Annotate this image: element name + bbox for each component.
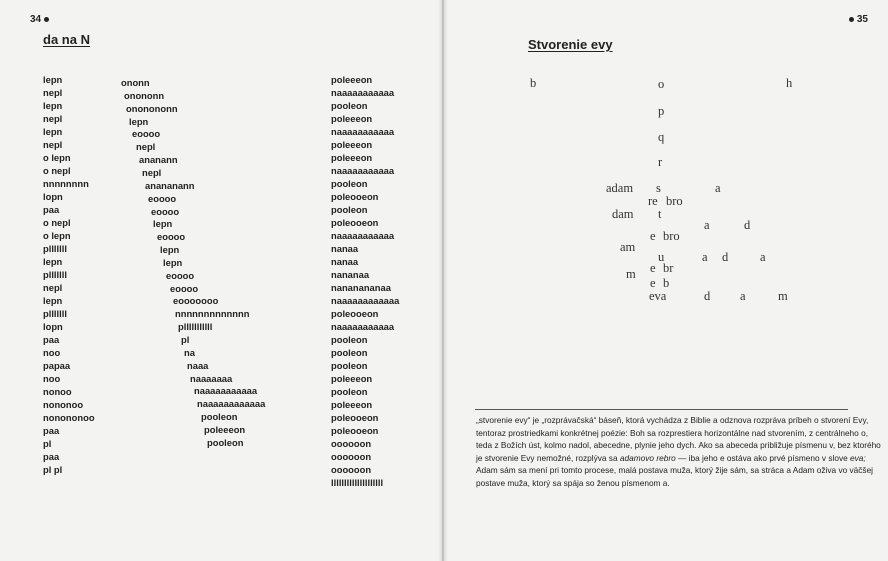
poem-line: pooleon (331, 347, 368, 358)
poem-line: o lepn (43, 230, 71, 241)
poem-word: a (702, 250, 708, 264)
poem-line: poleeeon (331, 74, 373, 85)
poem-line: lepn (43, 74, 63, 85)
poem-line: plllllllllll (178, 321, 213, 333)
poem-column-1 (43, 73, 95, 476)
poem-word: e (650, 261, 656, 275)
poem-line: eooooooo (173, 295, 219, 307)
poem-line: nonononoo (43, 412, 95, 423)
note-line: teda z Božích úst, kolmo nadol, abecedne, plynie jeho dych. Ako sa abeceda približuje písmenu v, bez ktorého (476, 440, 881, 451)
note-line: Adam sám sa mení pri tomto procese, malá postava muža, ktorý žije sám, sa stráca a Adam oživa vo väčšej (476, 465, 874, 476)
poem-line: poleeeon (204, 423, 246, 435)
poem-word: t (658, 207, 662, 221)
note-emphasis: adamovo rebro (619, 452, 676, 463)
book-gutter (438, 0, 448, 561)
poem-line: nananaa (331, 269, 370, 280)
poem-word: bro (666, 194, 683, 208)
poem-line: nepl (43, 282, 63, 293)
note-text: — iba jeho e ostáva ako prvé písmeno v slove (675, 452, 851, 463)
concrete-poem (444, 0, 888, 400)
poem-word: e (650, 229, 656, 243)
poem-line: oooooon (331, 464, 372, 475)
poem-line: pooleon (331, 178, 368, 189)
poem-line: lepn (163, 256, 183, 268)
poem-word: b (663, 276, 670, 290)
poem-line: paa (43, 334, 60, 345)
poem-line: lepn (129, 115, 149, 127)
note-line: „stvorenie evy“ je „rozprávačská“ báseň, ktorá vychádza z Biblie a odznova rozpráva príbeh o stvorení Evy, (476, 415, 869, 425)
poem-line: pooleon (331, 386, 368, 397)
poem-line: nepl (43, 87, 63, 98)
note-line (476, 452, 866, 465)
poem-line: poleeeon (331, 113, 373, 124)
poem-line: nonoo (43, 386, 72, 397)
note-emphasis: eva; (850, 452, 866, 463)
poem-line: nepl (136, 141, 156, 153)
poem-line: eoooo (157, 231, 186, 243)
poem-line: nanaa (331, 256, 359, 267)
left-page-number-text: 34 (30, 14, 42, 25)
poem-line: nnnnnnnnnnnnn (175, 308, 250, 320)
poem-line: naaaaaaaaaaa (194, 385, 258, 397)
poem-line: poleeeon (331, 373, 373, 384)
poem-line: pooleon (331, 360, 368, 371)
poem-line: anananann (145, 179, 195, 191)
poem-word: a (760, 250, 766, 264)
poem-word: o (658, 77, 665, 91)
poem-line: naaaaaaaaaaa (331, 321, 395, 332)
poem-line: noo (43, 347, 61, 358)
note-text: je stvorenie Evy nemožné, rozplýva sa (476, 452, 620, 463)
poem-line: eoooo (166, 269, 195, 281)
poem-line: plllllll (43, 308, 67, 319)
poem-line: papaa (43, 360, 71, 371)
poem-line: o nepl (43, 165, 71, 176)
note-line: tentoraz prostriedkami konkrétnej poézie: Boh sa rozprestiera horizontálne nad stvorením, z centrálneho o, (476, 427, 869, 438)
poem-line: o nepl (43, 217, 71, 228)
poem-line: poleooeon (331, 412, 379, 423)
poem-line: nepl (142, 166, 162, 178)
poem-line: nananananaa (331, 282, 391, 293)
poem-line: naaa (187, 359, 209, 371)
poem-line: pl pl (43, 464, 63, 475)
poem-word: p (658, 104, 665, 118)
poem-line: nnnnnnnn (43, 178, 89, 189)
poem-line: poleooeon (331, 425, 379, 436)
poem-line: pooleon (331, 100, 368, 111)
poem-word: a (704, 218, 710, 232)
poem-word: adam (606, 181, 634, 195)
poem-word: b (530, 76, 537, 90)
right-page-title: Stvorenie evy (528, 37, 613, 52)
poem-line: paa (43, 204, 60, 215)
poem-line: oooooon (331, 438, 372, 449)
poem-line: lepn (43, 256, 63, 267)
poem-line: naaaaaaaaaaa (331, 126, 395, 137)
poem-line: plllllll (43, 269, 67, 280)
poem-line: lopn (43, 321, 63, 332)
poem-line: ononononn (126, 102, 178, 114)
poem-line: naaaaaaaaaaa (331, 87, 395, 98)
poem-line: na (184, 346, 195, 358)
note-divider (475, 409, 848, 410)
poem-line: nanaa (331, 243, 359, 254)
poem-word: d (744, 218, 751, 232)
poem-line: pooleon (331, 334, 368, 345)
poem-line: ononn (121, 77, 150, 88)
poem-line: naaaaaaaaaaa (331, 165, 395, 176)
poem-line: poleeeon (331, 139, 373, 150)
poem-word: d (704, 289, 711, 303)
poem-word: br (663, 261, 674, 275)
poem-line: o lepn (43, 152, 71, 163)
poem-word: u (658, 250, 665, 264)
poem-line: lepn (43, 100, 63, 111)
poem-word: re (648, 194, 658, 208)
poem-word: eva (649, 289, 667, 303)
poem-word: bro (663, 229, 680, 243)
poem-line: pooleon (331, 204, 368, 215)
poem-word: m (626, 267, 636, 281)
poem-line: poleeeon (331, 152, 373, 163)
poem-line: lepn (160, 244, 180, 256)
poem-line: poleooeon (331, 191, 379, 202)
explanatory-note (476, 414, 881, 490)
poem-line: eoooo (151, 205, 180, 217)
poem-column-3 (331, 73, 399, 489)
poem-line: paa (43, 425, 60, 436)
note-line: postave muža, ktorý sa spája so ženou písmenom a. (476, 477, 670, 488)
poem-line: lepn (153, 218, 173, 230)
left-page (0, 0, 442, 561)
poem-line: poleooeon (331, 217, 379, 228)
poem-word: s (656, 181, 661, 195)
poem-line: eoooo (170, 282, 199, 294)
poem-word: dam (612, 207, 634, 221)
poem-line: pooleon (201, 411, 238, 423)
poem-line: onononn (124, 89, 165, 101)
poem-word: am (620, 240, 636, 254)
poem-line: paa (43, 451, 60, 462)
poem-line: naaaaaaa (190, 372, 233, 384)
poem-line: naaaaaaaaaaaa (331, 295, 400, 306)
right-page-number-text: 35 (856, 14, 868, 25)
poem-line: eoooo (148, 192, 177, 204)
poem-line: noo (43, 373, 61, 384)
poem-line: poleeeon (331, 399, 373, 410)
bullet-dot-icon (44, 17, 49, 22)
poem-line: oooooon (331, 451, 372, 462)
poem-line: naaaaaaaaaaa (331, 230, 395, 241)
poem-line: pl (43, 438, 52, 449)
poem-line: eoooo (132, 128, 161, 140)
poem-word: a (740, 289, 746, 303)
poem-word: e (650, 276, 656, 290)
poem-word: h (786, 76, 793, 90)
poem-line: naaaaaaaaaaaa (197, 398, 266, 410)
poem-line: poleooeon (331, 308, 379, 319)
poem-line: nepl (43, 139, 63, 150)
left-page-number (30, 14, 52, 25)
poem-line: pooleon (207, 436, 244, 448)
poem-line: lepn (43, 295, 63, 306)
poem-word: r (658, 155, 663, 169)
poem-line: pl (181, 334, 190, 345)
poem-line: lopn (43, 191, 63, 202)
poem-word: m (778, 289, 788, 303)
poem-word: a (715, 181, 721, 195)
poem-word: q (658, 130, 665, 144)
poem-line: ananann (139, 154, 178, 166)
poem-line: nononoo (43, 399, 84, 410)
poem-line: lepn (43, 126, 63, 137)
poem-line: plllllll (43, 243, 67, 254)
left-page-title: da na N (43, 32, 90, 47)
poem-word: d (722, 250, 729, 264)
poem-line: nepl (43, 113, 63, 124)
poem-line: llllllllllllllllllll (331, 477, 384, 488)
